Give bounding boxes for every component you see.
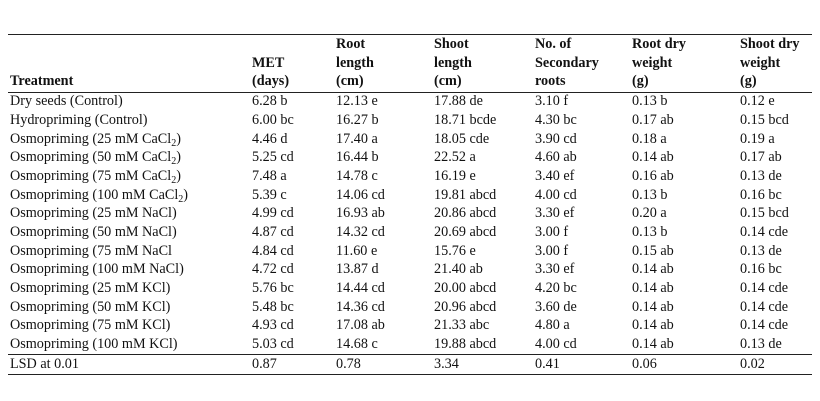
table-row	[8, 317, 812, 336]
value-cell: 12.13 e	[336, 93, 378, 110]
value-cell: 3.90 cd	[535, 130, 577, 147]
treatment-cell	[8, 149, 250, 168]
value-cell: 4.87 cd	[252, 223, 294, 240]
value-cell: 5.39 c	[252, 186, 287, 203]
value-cell: 11.60 e	[336, 242, 378, 259]
value-cell: 14.06 cd	[336, 186, 385, 203]
value-cell: 4.60 ab	[535, 149, 577, 166]
treatment-name: Osmopriming (75 mM KCl)	[10, 317, 171, 334]
value-cell: 0.14 ab	[632, 298, 674, 315]
value-cell: 0.19 a	[740, 130, 775, 147]
value-cell: 20.00 abcd	[434, 280, 497, 297]
treatment-name: Hydropriming (Control)	[10, 111, 148, 128]
column-header-3	[432, 35, 533, 93]
treatment-name: Osmopriming (75 mM CaCl	[10, 167, 172, 184]
value-cell: 0.13 de	[740, 242, 782, 259]
value-cell: 16.19 e	[434, 167, 476, 184]
value-cell: 3.10 f	[535, 93, 569, 110]
value-cell: 4.20 bc	[535, 280, 577, 297]
table-row	[8, 130, 812, 149]
treatment-results-table	[8, 34, 812, 375]
treatment-suffix: )	[176, 167, 181, 184]
value-cell: 0.17 ab	[632, 111, 674, 128]
column-header-line: Shoot dry	[740, 36, 800, 52]
column-header-line: length	[336, 54, 374, 71]
table-header	[8, 35, 812, 93]
treatment-cell	[8, 223, 250, 242]
value-cell: 17.40 a	[336, 130, 378, 147]
value-cell: 17.08 ab	[336, 317, 385, 334]
value-cell: 20.96 abcd	[434, 298, 497, 315]
formula-subscript: 2	[171, 137, 177, 149]
treatment-suffix: )	[176, 149, 181, 166]
value-cell: 0.14 cde	[740, 223, 789, 240]
column-header-1	[250, 35, 334, 93]
value-cell: 0.14 ab	[632, 261, 674, 278]
treatment-name: Dry seeds (Control)	[10, 93, 123, 110]
value-cell: 5.76 bc	[252, 280, 294, 297]
value-cell: 0.14 ab	[632, 317, 674, 334]
treatment-cell	[8, 130, 250, 149]
column-header-line: (g)	[740, 73, 757, 89]
column-header-line: length	[434, 54, 472, 71]
value-cell: 0.16 bc	[740, 261, 782, 278]
treatment-cell	[8, 242, 250, 261]
lsd-label: LSD at 0.01	[8, 355, 250, 375]
treatment-suffix: )	[176, 130, 181, 147]
value-cell: 19.88 abcd	[434, 336, 497, 353]
value-cell: 4.84 cd	[252, 242, 294, 259]
column-header-line: Secondary	[535, 54, 599, 71]
lsd-value: 0.02	[738, 355, 812, 375]
value-cell: 0.15 bcd	[740, 111, 789, 128]
treatment-cell	[8, 167, 250, 186]
value-cell: 19.81 abcd	[434, 186, 497, 203]
value-cell: 0.12 e	[740, 93, 775, 110]
column-header-line: No. of	[535, 36, 572, 52]
value-cell: 13.87 d	[336, 261, 379, 278]
formula-subscript: 2	[178, 193, 184, 205]
value-cell: 5.25 cd	[252, 149, 294, 166]
value-cell: 0.13 b	[632, 223, 668, 240]
column-header-line: Shoot	[434, 36, 469, 52]
formula-subscript: 2	[171, 156, 177, 168]
value-cell: 0.13 de	[740, 167, 782, 184]
value-cell: 21.33 abc	[434, 317, 490, 334]
table-row	[8, 92, 812, 111]
value-cell: 0.16 ab	[632, 167, 674, 184]
treatment-name: Osmopriming (25 mM NaCl)	[10, 205, 177, 222]
value-cell: 14.78 c	[336, 167, 378, 184]
value-cell: 0.13 b	[632, 93, 668, 110]
formula-subscript: 2	[171, 174, 177, 186]
value-cell: 3.00 f	[535, 223, 569, 240]
column-header-line: (cm)	[336, 73, 364, 89]
column-header-6	[738, 35, 812, 93]
column-header-line: weight	[740, 54, 781, 71]
value-cell: 3.30 ef	[535, 261, 575, 278]
value-cell: 4.93 cd	[252, 317, 294, 334]
treatment-cell	[8, 298, 250, 317]
treatment-cell	[8, 317, 250, 336]
treatment-name: Osmopriming (100 mM KCl)	[10, 336, 178, 353]
lsd-value: 3.34	[432, 355, 533, 375]
table-row	[8, 205, 812, 224]
value-cell: 3.60 de	[535, 298, 577, 315]
value-cell: 3.40 ef	[535, 167, 575, 184]
column-header-2	[334, 35, 432, 93]
treatment-name: Osmopriming (50 mM NaCl)	[10, 223, 177, 240]
value-cell: 4.80 a	[535, 317, 570, 334]
value-cell: 7.48 a	[252, 167, 287, 184]
column-header-line: Root dry	[632, 36, 686, 52]
value-cell: 16.93 ab	[336, 205, 385, 222]
value-cell: 16.27 b	[336, 111, 379, 128]
column-header-line: roots	[535, 73, 566, 89]
value-cell: 0.14 cde	[740, 317, 789, 334]
value-cell: 18.71 bcde	[434, 111, 497, 128]
treatment-cell	[8, 92, 250, 111]
lsd-value: 0.78	[334, 355, 432, 375]
treatment-suffix: )	[183, 186, 189, 203]
column-header-0	[8, 35, 250, 93]
value-cell: 4.00 cd	[535, 186, 577, 203]
table-row	[8, 261, 812, 280]
value-cell: 3.00 f	[535, 242, 569, 259]
column-header-line: MET	[252, 54, 285, 71]
value-cell: 0.16 bc	[740, 186, 782, 203]
table-body	[8, 92, 812, 375]
treatment-name: Osmopriming (100 mM CaCl	[10, 186, 179, 203]
treatment-cell	[8, 261, 250, 280]
table-row	[8, 111, 812, 130]
column-header-line: Treatment	[10, 73, 74, 89]
column-header-line: (days)	[252, 73, 290, 89]
treatment-name: Osmopriming (50 mM CaCl	[10, 149, 172, 166]
value-cell: 0.15 bcd	[740, 205, 789, 222]
table-row	[8, 167, 812, 186]
treatment-name: Osmopriming (75 mM NaCl	[10, 242, 172, 259]
value-cell: 18.05 cde	[434, 130, 490, 147]
column-header-line: (g)	[632, 73, 649, 89]
table-row	[8, 149, 812, 168]
value-cell: 0.14 cde	[740, 280, 789, 297]
value-cell: 5.03 cd	[252, 336, 294, 353]
table-row	[8, 223, 812, 242]
value-cell: 4.46 d	[252, 130, 288, 147]
lsd-value: 0.41	[533, 355, 630, 375]
lsd-value: 0.06	[630, 355, 738, 375]
value-cell: 15.76 e	[434, 242, 476, 259]
value-cell: 0.13 de	[740, 336, 782, 353]
value-cell: 0.14 ab	[632, 280, 674, 297]
column-header-line: weight	[632, 54, 673, 71]
value-cell: 4.30 bc	[535, 111, 577, 128]
value-cell: 4.72 cd	[252, 261, 294, 278]
value-cell: 17.88 de	[434, 93, 483, 110]
value-cell: 20.69 abcd	[434, 223, 497, 240]
value-cell: 0.17 ab	[740, 149, 782, 166]
value-cell: 6.28 b	[252, 93, 288, 110]
column-header-line: Root	[336, 36, 366, 52]
value-cell: 0.14 cde	[740, 298, 789, 315]
value-cell: 0.13 b	[632, 186, 668, 203]
value-cell: 0.18 a	[632, 130, 667, 147]
value-cell: 14.32 cd	[336, 223, 385, 240]
treatment-name: Osmopriming (25 mM CaCl	[10, 130, 172, 147]
treatment-name: Osmopriming (25 mM KCl)	[10, 280, 171, 297]
value-cell: 20.86 abcd	[434, 205, 497, 222]
table-row	[8, 335, 812, 354]
value-cell: 4.99 cd	[252, 205, 294, 222]
column-header-5	[630, 35, 738, 93]
value-cell: 0.14 ab	[632, 149, 674, 166]
column-header-4	[533, 35, 630, 93]
treatment-cell	[8, 335, 250, 354]
value-cell: 5.48 bc	[252, 298, 294, 315]
value-cell: 6.00 bc	[252, 111, 294, 128]
value-cell: 14.44 cd	[336, 280, 385, 297]
value-cell: 0.20 a	[632, 205, 667, 222]
value-cell: 14.36 cd	[336, 298, 385, 315]
treatment-cell	[8, 205, 250, 224]
lsd-row	[8, 355, 812, 375]
table-row	[8, 242, 812, 261]
value-cell: 14.68 c	[336, 336, 378, 353]
value-cell: 0.15 ab	[632, 242, 674, 259]
column-header-line: (cm)	[434, 73, 462, 89]
value-cell: 4.00 cd	[535, 336, 577, 353]
value-cell: 3.30 ef	[535, 205, 575, 222]
lsd-value: 0.87	[250, 355, 334, 375]
treatment-cell	[8, 111, 250, 130]
value-cell: 0.14 ab	[632, 336, 674, 353]
value-cell: 16.44 b	[336, 149, 379, 166]
treatment-cell	[8, 186, 250, 205]
value-cell: 22.52 a	[434, 149, 476, 166]
treatment-name: Osmopriming (50 mM KCl)	[10, 298, 171, 315]
table-row	[8, 186, 812, 205]
value-cell: 21.40 ab	[434, 261, 483, 278]
treatment-name: Osmopriming (100 mM NaCl)	[10, 261, 184, 278]
table-row	[8, 298, 812, 317]
table-row	[8, 279, 812, 298]
treatment-cell	[8, 279, 250, 298]
